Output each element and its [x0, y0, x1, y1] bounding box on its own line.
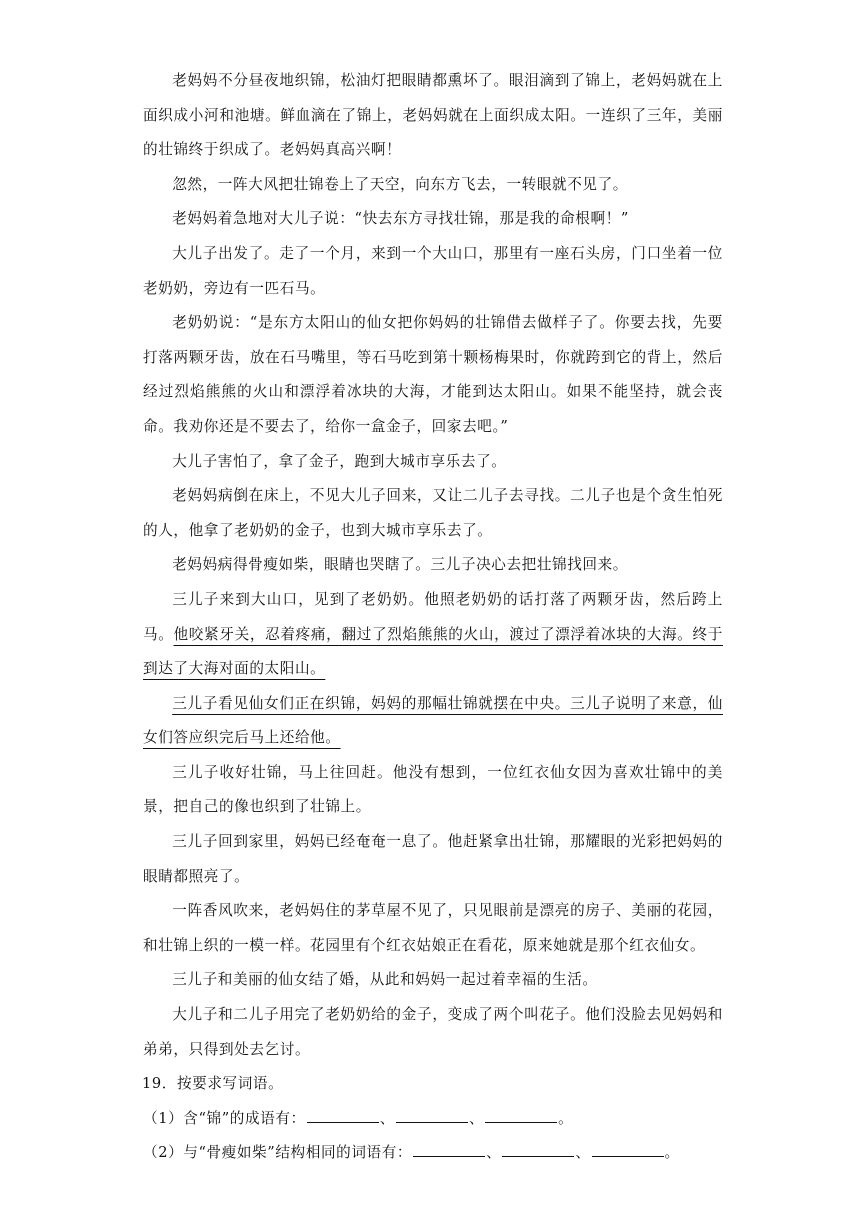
separator: 、 — [379, 1109, 395, 1127]
passage — [143, 64, 723, 1171]
separator: 、 — [575, 1144, 591, 1162]
paragraph: 三儿子和美丽的仙女结了婚，从此和妈妈一起过着幸福的生活。 — [172, 971, 598, 989]
question-item-1 — [143, 1102, 723, 1137]
paragraph: 大儿子出发了。走了一个月，来到一个大山口，那里有一座石头房，门口坐着一位老奶奶，旁边有一匹石马。 — [143, 244, 723, 297]
answer-blank[interactable] — [592, 1138, 664, 1157]
paragraph: 三儿子回到家里，妈妈已经奄奄一息了。他赶紧拿出壮锦，那耀眼的光彩把妈妈的眼睛都照亮了。 — [143, 833, 723, 885]
answer-blank[interactable] — [396, 1104, 468, 1123]
answer-blank[interactable] — [413, 1138, 485, 1157]
paragraph: 一阵香风吹来，老妈妈住的茅草屋不见了，只见眼前是漂亮的房子、美丽的花园，和壮锦上织的一模一样。花园里有个红衣姑娘正在看花，原来她就是那个红衣仙女。 — [143, 902, 723, 954]
paragraph: 老妈妈不分昼夜地织锦，松油灯把眼睛都熏坏了。眼泪滴到了锦上，老妈妈就在上面织成小河和池塘。鲜血滴在了锦上，老妈妈就在上面织成太阳。一连织了三年，美丽的壮锦终于织成了。老妈妈真高兴啊！ — [143, 72, 723, 159]
end-mark: 。 — [664, 1144, 680, 1162]
question-item-2-prefix: （2）与“骨瘦如柴”结构相同的词语有： — [143, 1144, 413, 1162]
separator: 、 — [486, 1144, 502, 1162]
underlined-text: 他咬紧牙关，忍着疼痛，翻过了烈焰熊熊的火山，渡过了漂浮着冰块的大海。终于到达了大海对面的太阳山。 — [143, 625, 723, 678]
paragraph-with-underline — [143, 687, 723, 756]
plain-text: 三儿子来到大山口，见到了老奶奶。他照老奶奶的话打落了两颗牙齿，然后跨上马。 — [143, 590, 723, 643]
paragraph: 老妈妈着急地对大儿子说：“快去东方寻找壮锦，那是我的命根啊！” — [172, 210, 629, 228]
answer-blank[interactable] — [485, 1104, 557, 1123]
paragraph: 大儿子和二儿子用完了老奶奶给的金子，变成了两个叫花子。他们没脸去见妈妈和弟弟，只得到处去乞讨。 — [143, 1006, 723, 1058]
paragraph-with-underline — [143, 583, 723, 687]
separator: 、 — [468, 1109, 485, 1127]
paragraph: 三儿子收好壮锦，马上往回赶。他没有想到，一位红衣仙女因为喜欢壮锦中的美景，把自己的像也织到了壮锦上。 — [143, 763, 723, 816]
underlined-text: 三儿子看见仙女们正在织锦，妈妈的那幅壮锦就摆在中央。三儿子说明了来意，仙女们答应织完后马上还给他。 — [143, 694, 723, 747]
question-title: 19．按要求写词语。 — [142, 1075, 284, 1093]
paragraph: 忽然，一阵大风把壮锦卷上了天空，向东方飞去，一转眼就不见了。 — [172, 175, 629, 193]
paragraph: 老妈妈病得骨瘦如柴，眼睛也哭瞎了。三儿子决心去把壮锦找回来。 — [172, 556, 629, 574]
question-item-1-prefix: （1）含“锦”的成语有： — [143, 1109, 306, 1127]
paragraph: 大儿子害怕了，拿了金子，跑到大城市享乐去了。 — [172, 452, 507, 470]
end-mark: 。 — [558, 1109, 574, 1127]
paragraph: 老妈妈病倒在床上，不见大儿子回来，又让二儿子去寻找。二儿子也是个贪生怕死的人，他拿了老奶奶的金子，也到大城市享乐去了。 — [143, 487, 723, 539]
answer-blank[interactable] — [307, 1104, 379, 1123]
paragraph: 老奶奶说：“是东方太阳山的仙女把你妈妈的壮锦借去做样子了。你要去找，先要打落两颗牙齿，放在石马嘴里，等石马吃到第十颗杨梅果时，你就跨到它的背上，然后经过烈焰熊熊的火山和漂浮着冰块的大海，才能到达太阳山。如果不能坚持，就会丧命。我劝你还是不要去了，给你一盒金子，回家去吧。” — [143, 314, 723, 435]
question-item-2 — [143, 1136, 723, 1171]
answer-blank[interactable] — [502, 1138, 574, 1157]
